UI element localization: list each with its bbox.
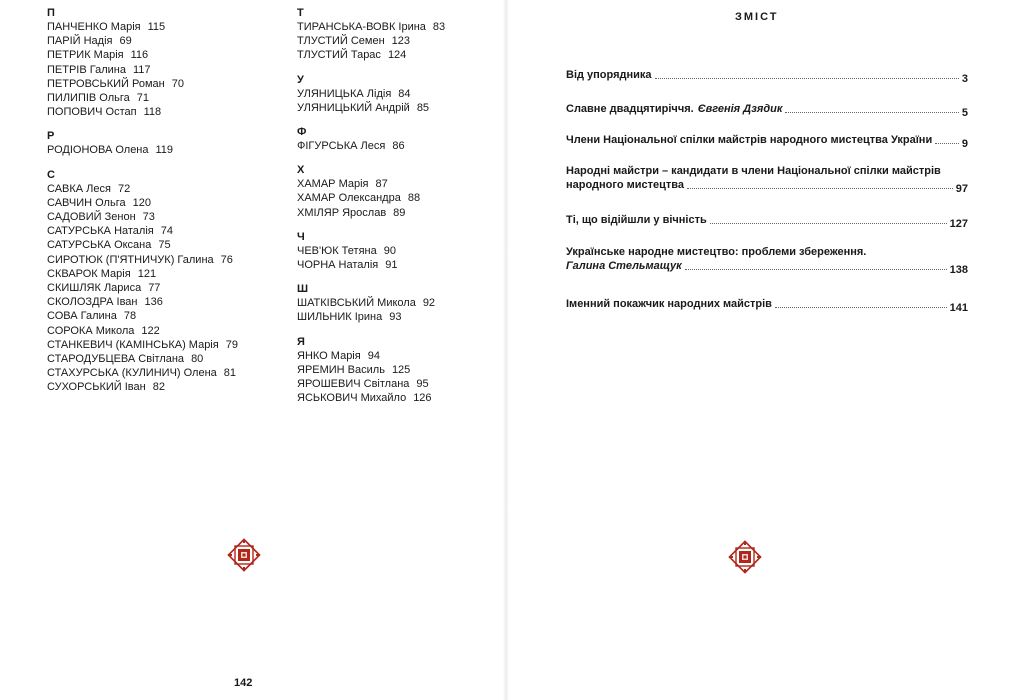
- toc-entry-author: Євгенія Дзядик: [697, 103, 783, 115]
- index-entry: [47, 182, 277, 196]
- index-entry: [47, 352, 277, 366]
- index-letter-group: [297, 282, 497, 324]
- index-entry-name: ПАРІЙ Надія: [47, 35, 113, 48]
- index-letter-group: [47, 168, 277, 395]
- toc-entry-line: [566, 178, 968, 195]
- index-entry-name: ПЕТРИК Марія: [47, 49, 124, 62]
- index-entry-page: 72: [117, 182, 131, 195]
- toc-entry-page: 138: [949, 264, 968, 276]
- toc-dot-leader: [685, 269, 947, 270]
- toc-entry: [566, 245, 968, 276]
- index-entry-name: ЧОРНА Наталія: [297, 259, 379, 272]
- index-entry: [47, 309, 277, 323]
- index-entry: [297, 87, 497, 101]
- index-letter-heading: С: [47, 168, 55, 181]
- toc-entry-page: 3: [961, 73, 968, 85]
- index-letter-heading: У: [297, 73, 304, 86]
- toc-dot-leader: [687, 188, 953, 189]
- index-entry-page: 87: [375, 178, 388, 191]
- index-entry: [47, 210, 277, 224]
- index-entry-name: ТЛУСТИЙ Тарас: [297, 49, 381, 62]
- index-entry-page: 89: [393, 206, 406, 219]
- toc-entry-line: [566, 297, 968, 314]
- index-entry-page: 75: [158, 239, 171, 252]
- index-entry-name: УЛЯНИЦЬКА Лідія: [297, 87, 392, 100]
- index-entry-name: ХАМАР Марія: [297, 178, 369, 191]
- toc-entry-line: [566, 245, 968, 259]
- index-entry-name: САТУРСЬКА Оксана: [47, 239, 152, 252]
- index-entry-page: 120: [132, 196, 151, 209]
- toc-entry-line: [566, 68, 968, 85]
- index-entry-name: ЯНКО Марія: [297, 349, 361, 362]
- index-entry: [47, 253, 277, 267]
- index-letter-heading: Ч: [297, 230, 305, 243]
- index-entry-name: ХМІЛЯР Ярослав: [297, 206, 387, 219]
- toc-entry: [566, 102, 968, 119]
- toc-entry-title: Народні майстри – кандидати в члени Національної спілки майстрів: [566, 165, 941, 177]
- index-entry-name: ТЛУСТИЙ Семен: [297, 35, 385, 48]
- toc-dot-leader: [935, 143, 959, 144]
- index-letter-group: [297, 73, 497, 115]
- toc-entry: [566, 297, 968, 314]
- index-entry: [47, 238, 277, 252]
- toc-entry: [566, 213, 968, 230]
- index-entry-page: 118: [143, 106, 162, 119]
- index-entry-name: СТАХУРСЬКА (КУЛИНИЧ) Олена: [47, 367, 217, 380]
- index-entry: [297, 177, 497, 191]
- toc-entry-line: [566, 133, 968, 150]
- index-entry-page: 81: [223, 367, 237, 380]
- index-entry-name: СТАРОДУБЦЕВА Світлана: [47, 353, 185, 366]
- toc-entry-title: народного мистецтва: [566, 179, 685, 191]
- index-letter-group: [297, 335, 497, 406]
- index-entry: [297, 48, 497, 62]
- index-entry: [47, 143, 277, 157]
- index-entry: [297, 20, 497, 34]
- index-entry-page: 121: [137, 267, 157, 280]
- index-letter-heading: Я: [297, 335, 305, 348]
- index-entry-name: СТАНКЕВИЧ (КАМІНСЬКА) Марія: [47, 338, 219, 351]
- index-entry-page: 84: [398, 87, 411, 100]
- toc-entry-title: Славне двадцятиріччя.: [566, 103, 694, 115]
- index-entry-page: 74: [160, 225, 173, 238]
- index-letter-heading: Р: [47, 130, 55, 143]
- index-entry-name: ШАТКІВСЬКИЙ Микола: [297, 297, 416, 310]
- index-entry-name: ЯСЬКОВИЧ Михайло: [297, 392, 407, 405]
- index-entry-page: 69: [119, 35, 132, 48]
- index-entry-name: САВЧИН Ольга: [47, 196, 126, 209]
- toc-entry-title: Галина Стельмащук: [566, 260, 682, 272]
- index-entry: [47, 224, 277, 238]
- toc-title: ЗМІСТ: [735, 11, 779, 23]
- toc-entry: [566, 68, 968, 85]
- index-entry-page: 119: [155, 144, 174, 157]
- index-entry-page: 94: [367, 349, 380, 362]
- index-entry-page: 77: [148, 282, 161, 295]
- index-entry-page: 71: [136, 92, 150, 105]
- index-letter-heading: Ш: [297, 283, 309, 296]
- index-entry-page: 93: [389, 311, 402, 324]
- index-entry-page: 91: [385, 259, 398, 272]
- toc-entry-page: 97: [955, 183, 968, 195]
- index-entry: [47, 48, 277, 62]
- index-entry-page: 80: [191, 353, 204, 366]
- toc-entry-title: Члени Національної спілки майстрів народного мистецтва України: [566, 134, 933, 146]
- index-entry-name: СОВА Галина: [47, 310, 117, 323]
- index-entry-page: 83: [432, 21, 446, 33]
- index-entry: [297, 377, 497, 391]
- index-entry: [47, 105, 277, 119]
- index-entry: [47, 338, 277, 352]
- index-entry-name: СОРОКА Микола: [47, 324, 135, 337]
- index-entry-page: 122: [141, 324, 160, 337]
- index-entry-name: САТУРСЬКА Наталія: [47, 225, 154, 238]
- index-entry-page: 115: [147, 21, 166, 33]
- index-entry-page: 86: [392, 140, 405, 153]
- toc-dot-leader: [785, 112, 958, 113]
- index-entry: [47, 20, 277, 34]
- toc-entry-title: Від упорядника: [566, 69, 652, 81]
- index-entry-name: ФІГУРСЬКА Леся: [297, 140, 386, 153]
- toc-entry-line: [566, 259, 968, 276]
- index-entry: [47, 295, 277, 309]
- index-entry-page: 90: [383, 244, 396, 257]
- index-column-1: [47, 6, 277, 405]
- toc-entry-page: 9: [961, 138, 968, 150]
- index-entry-name: САВКА Леся: [47, 182, 111, 195]
- toc-entry-title: Українське народне мистецтво: проблеми збереження.: [566, 246, 867, 258]
- index-entry-name: СКОЛОЗДРА Іван: [47, 296, 138, 309]
- toc-entry-title: Ті, що відійшли у вічність: [566, 214, 707, 226]
- toc-entry-title: Іменний покажчик народних майстрів: [566, 298, 772, 310]
- index-entry-name: ПИЛИПІВ Ольга: [47, 92, 130, 105]
- index-entry-page: 78: [123, 310, 137, 323]
- index-entry: [297, 139, 497, 153]
- index-entry: [47, 324, 277, 338]
- page-number: 142: [234, 677, 253, 689]
- index-letter-group: [47, 6, 277, 119]
- index-entry: [47, 196, 277, 210]
- index-entry: [297, 258, 497, 272]
- embroidery-rosette-icon: [227, 538, 261, 572]
- toc-entry-line: [566, 164, 968, 178]
- index-entry: [297, 296, 497, 310]
- toc-entry-page: 141: [949, 302, 968, 314]
- index-entry: [47, 366, 277, 380]
- index-entry-page: 76: [220, 253, 233, 266]
- index-entry-page: 79: [225, 338, 238, 351]
- index-entry-page: 88: [407, 192, 421, 205]
- index-entry: [297, 244, 497, 258]
- index-entry-name: ЧЕВ'ЮК Тетяна: [297, 244, 377, 257]
- index-column-2: [297, 6, 497, 415]
- index-letter-heading: Ф: [297, 126, 307, 139]
- toc-entry: [566, 164, 968, 195]
- index-letter-group: [297, 6, 497, 63]
- index-entry-page: 70: [171, 77, 185, 90]
- index-entry-page: 136: [144, 296, 163, 309]
- left-page: [0, 0, 506, 700]
- index-entry: [297, 206, 497, 220]
- index-entry: [47, 34, 277, 48]
- index-entry-name: СИРОТЮК (П'ЯТНИЧУК) Галина: [47, 253, 214, 266]
- index-entry: [47, 267, 277, 281]
- index-entry-name: СКВАРОК Марія: [47, 267, 131, 280]
- index-entry-name: СКИШЛЯК Лариса: [47, 282, 142, 295]
- index-entry-name: ХАМАР Олександра: [297, 192, 401, 205]
- index-entry-name: ПЕТРОВСЬКИЙ Роман: [47, 77, 165, 90]
- embroidery-rosette-icon: [728, 540, 762, 574]
- index-letter-group: [297, 125, 497, 153]
- index-letter-heading: Т: [297, 7, 304, 19]
- index-entry: [47, 77, 277, 91]
- index-entry-page: 117: [132, 63, 151, 76]
- toc-entry-line: [566, 213, 968, 230]
- index-entry-page: 124: [387, 49, 407, 62]
- toc-dot-leader: [655, 78, 959, 79]
- index-entry-name: САДОВИЙ Зенон: [47, 211, 136, 224]
- index-entry-name: РОДІОНОВА Олена: [47, 144, 149, 157]
- index-entry-name: СУХОРСЬКИЙ Іван: [47, 381, 146, 394]
- toc-entry-line: [566, 102, 968, 119]
- index-entry: [297, 191, 497, 205]
- index-entry-name: ШИЛЬНИК Ірина: [297, 311, 383, 324]
- index-entry: [47, 380, 277, 394]
- index-entry-page: 126: [413, 392, 432, 405]
- index-letter-group: [297, 230, 497, 272]
- index-entry-page: 73: [142, 211, 155, 224]
- index-letter-group: [47, 129, 277, 157]
- index-entry-name: ПОПОВИЧ Остап: [47, 106, 137, 119]
- index-entry: [297, 101, 497, 115]
- index-entry: [297, 34, 497, 48]
- index-entry: [47, 91, 277, 105]
- index-entry-name: ПАНЧЕНКО Марія: [47, 21, 141, 33]
- toc-entry-page: 5: [961, 107, 968, 119]
- index-entry: [297, 310, 497, 324]
- index-entry-name: УЛЯНИЦЬКИЙ Андрій: [297, 101, 410, 114]
- index-entry-name: ПЕТРІВ Галина: [47, 63, 126, 76]
- index-entry-page: 85: [416, 101, 430, 114]
- toc-entry: [566, 133, 968, 150]
- index-entry: [47, 63, 277, 77]
- index-entry-page: 116: [130, 49, 149, 62]
- index-entry-page: 92: [422, 297, 436, 310]
- index-entry: [47, 281, 277, 295]
- index-entry: [297, 349, 497, 363]
- index-letter-heading: Х: [297, 164, 305, 177]
- index-entry: [297, 391, 497, 405]
- toc-dot-leader: [710, 223, 947, 224]
- index-entry-page: 125: [391, 363, 411, 376]
- index-entry-page: 82: [152, 381, 165, 394]
- index-letter-heading: П: [47, 7, 55, 19]
- index-letter-group: [297, 163, 497, 220]
- toc-dot-leader: [775, 307, 947, 308]
- index-entry: [297, 363, 497, 377]
- index-entry-name: ТИРАНСЬКА-ВОВК Ірина: [297, 21, 426, 33]
- index-entry-name: ЯРЕМИН Василь: [297, 363, 385, 376]
- toc-entry-page: 127: [949, 218, 968, 230]
- index-entry-page: 123: [391, 35, 411, 48]
- index-entry-name: ЯРОШЕВИЧ Світлана: [297, 378, 410, 391]
- index-entry-page: 95: [416, 378, 429, 391]
